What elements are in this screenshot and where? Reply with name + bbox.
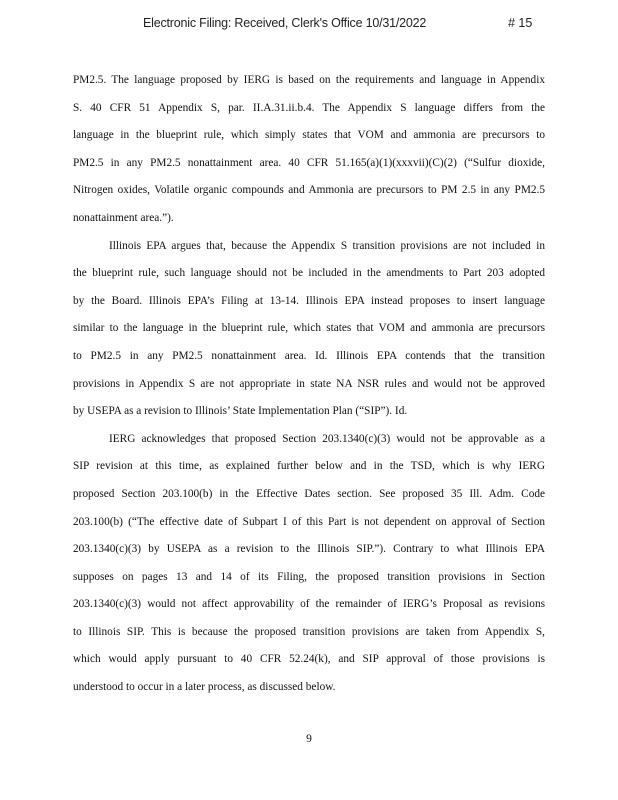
text-line: nonattainment area.”). <box>73 211 174 224</box>
paragraph-first-line: IERG acknowledges that proposed Section 203.1340(c)(3) would not be approvable as a <box>109 432 545 445</box>
document-body <box>73 67 545 702</box>
text-line: 203.1340(c)(3) by USEPA as a revision to the Illinois SIP.”). Contrary to what Illinois EPA <box>73 543 545 556</box>
filing-header <box>0 16 618 36</box>
text-line: understood to occur in a later process, as discussed below. <box>73 681 336 694</box>
page-number: 9 <box>306 733 312 745</box>
text-line: by the Board. Illinois EPA’s Filing at 13-14. Illinois EPA instead proposes to insert language <box>73 294 545 307</box>
text-line: proposed Section 203.100(b) in the Effective Dates section. See proposed 35 Ill. Adm. Code <box>73 487 545 500</box>
text-line: 203.1340(c)(3) would not affect approvability of the remainder of IERG’s Proposal as revisions <box>73 598 545 611</box>
text-line: Nitrogen oxides, Volatile organic compounds and Ammonia are precursors to PM 2.5 in any PM2.5 <box>73 184 545 197</box>
text-line: the blueprint rule, such language should not be included in the amendments to Part 203 adopted <box>73 267 545 280</box>
text-line: which would apply pursuant to 40 CFR 52.24(k), and SIP approval of those provisions is <box>73 653 545 666</box>
text-line: language in the blueprint rule, which simply states that VOM and ammonia are precursors to <box>73 129 545 142</box>
text-line: SIP revision at this time, as explained further below and in the TSD, which is why IERG <box>73 460 545 473</box>
text-line: PM2.5 in any PM2.5 nonattainment area. 40 CFR 51.165(a)(1)(xxxvii)(C)(2) (“Sulfur dioxide, <box>73 156 545 169</box>
text-line: to Illinois SIP. This is because the proposed transition provisions are taken from Appendix S, <box>73 625 545 638</box>
text-line: supposes on pages 13 and 14 of its Filing, the proposed transition provisions in Section <box>73 570 545 583</box>
paragraph-first-line: Illinois EPA argues that, because the Appendix S transition provisions are not included in <box>109 239 545 252</box>
text-line: to PM2.5 in any PM2.5 nonattainment area. Id. Illinois EPA contends that the transition <box>73 349 545 362</box>
text-line: PM2.5. The language proposed by IERG is based on the requirements and language in Appendix <box>73 74 545 86</box>
text-line: similar to the language in the blueprint rule, which states that VOM and ammonia are precursors <box>73 322 545 335</box>
document-number: # 15 <box>508 16 533 30</box>
text-line: 203.100(b) (“The effective date of Subpart I of this Part is not dependent on approval of Section <box>73 515 545 528</box>
text-line: provisions in Appendix S are not appropriate in state NA NSR rules and would not be approved <box>73 377 545 390</box>
filing-stamp: Electronic Filing: Received, Clerk's Office 10/31/2022 <box>143 16 427 30</box>
text-line: by USEPA as a revision to Illinois’ State Implementation Plan (“SIP”). Id. <box>73 405 408 418</box>
text-line: S. 40 CFR 51 Appendix S, par. II.A.31.ii.b.4. The Appendix S language differs from the <box>73 101 545 114</box>
